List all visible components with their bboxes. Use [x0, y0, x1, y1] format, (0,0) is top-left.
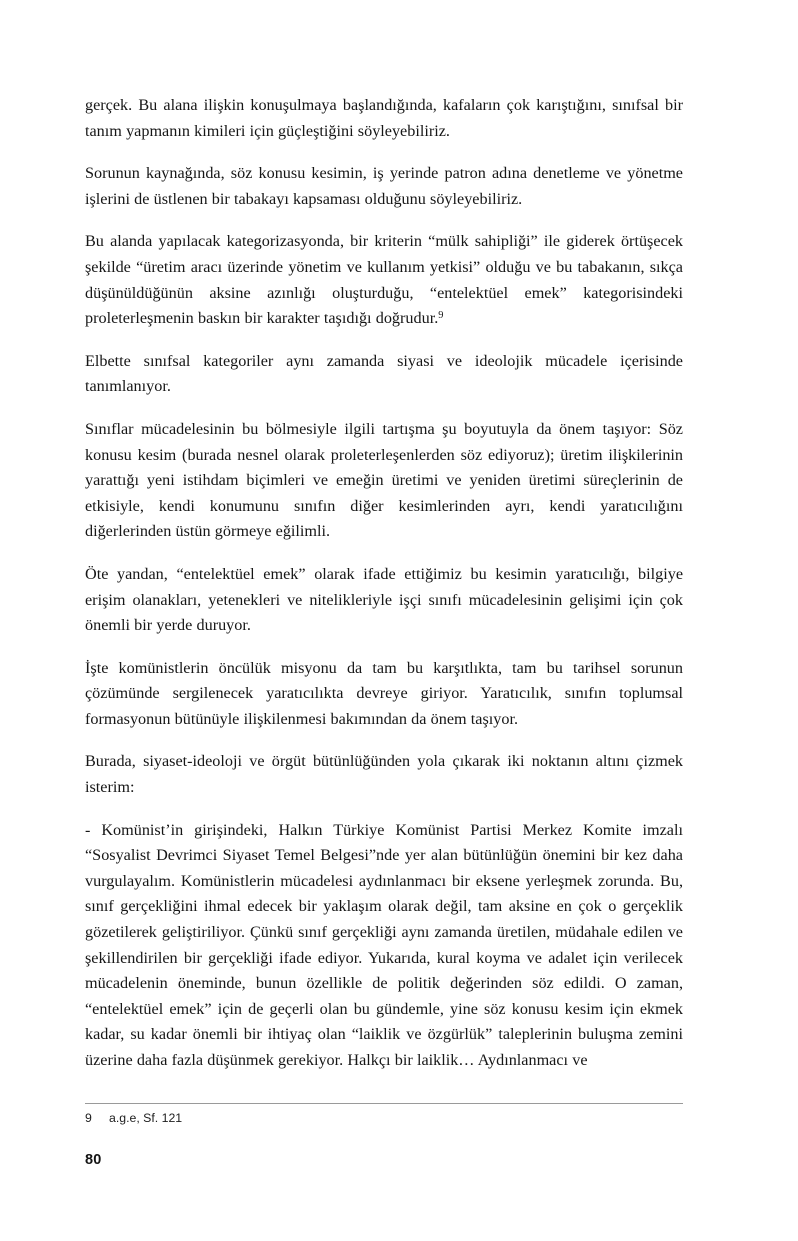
paragraph-text: gerçek. Bu alana ilişkin konuşulmaya başlandığında, kafaların çok karıştığını, sınıfsal bir tanım yapmanın kimileri için güçleştiğini söyleyebiliriz.	[85, 96, 683, 140]
paragraph-text: Elbette sınıfsal kategoriler aynı zamanda siyasi ve ideolojik mücadele içerisinde tanımlanıyor.	[85, 351, 683, 396]
body-text-column	[85, 93, 683, 1074]
paragraph-text: - Komünist’in girişindeki, Halkın Türkiye Komünist Partisi Merkez Komite imzalı “Sosyalist Devrimci Siyaset Temel Belgesi”nde yer alan bütünlüğün önemini bir kez daha vurgulayalım. Komünistlerin mücadelesi aydınlanmacı bir eksene yerleşmek zorunda. Bu, sınıf gerçekliğini ihmal edecek bir yaklaşım olarak değil, tam aksine en çok o gerçeklik gözetilerek geliştiriliyor. Çünkü sınıf gerçekliği aynı zamanda üretilen, müdahale edilen ve şekillendirilen bir gerçekliği ifade ediyor. Yukarıda, kural koyma ve adalet için verilecek mücadelenin öneminde, bunun özellikle de politik değerinden söz edildi. O zaman, “entelektüel emek” için de geçerli olan bu gündemle, yine söz konusu kesim için ekmek kadar, su kadar önemli bir ihtiyaç olan “laiklik ve özgürlük” taleplerinin buluşma zemini üzerine daha fazla düşünmek gerekiyor. Halkçı bir laiklik… Aydınlanmacı ve	[85, 820, 683, 1069]
footnote-entry	[85, 1110, 683, 1126]
paragraph-text: Burada, siyaset-ideoloji ve örgüt bütünlüğünden yola çıkarak iki noktanın altını çizmek isterim:	[85, 752, 683, 797]
paragraph-text: Öte yandan, “entelektüel emek” olarak ifade ettiğimiz bu kesimin yaratıcılığı, bilgiye erişim olanakları, yetenekleri ve nitelikleriyle işçi sınıfı mücadelesinin gelişimi için çok önemli bir yerde duruyor.	[85, 564, 683, 635]
paragraph-text: Bu alanda yapılacak kategorizasyonda, bir kriterin “mülk sahipliği” ile giderek örtüşecek şekilde “üretim aracı üzerinde yönetim ve kullanım yetkisi” olduğu ve bu tabakanın, sıkça düşünüldüğünün aksine azınlığı oluşturduğu, “entelektüel emek” kategorisindeki proleterleşmenin baskın bir karakter taşıdığı doğrudur.	[85, 232, 683, 328]
footnote-marker: 9	[438, 310, 444, 322]
page-number: 80	[85, 1152, 102, 1168]
footnote-separator-rule	[85, 1103, 683, 1104]
paragraph	[85, 349, 683, 400]
paragraph	[85, 161, 683, 212]
footnote-area	[85, 1103, 683, 1126]
paragraph-text: İşte komünistlerin öncülük misyonu da tam bu karşıtlıkta, tam bu tarihsel sorunun çözümünde sergilenecek yaratıcılıkta devreye giriyor. Yaratıcılık, sınıfın toplumsal formasyonun bütünüyle ilişkilenmesi bakımından da önem taşıyor.	[85, 658, 683, 728]
paragraph-text: Sorunun kaynağında, söz konusu kesimin, iş yerinde patron adına denetleme ve yönetme işlerini de üstlenen bir tabakayı kapsaması olduğunu söyleyebiliriz.	[85, 164, 683, 208]
paragraph-text: Sınıflar mücadelesinin bu bölmesiyle ilgili tartışma şu boyutuyla da önem taşıyor: Söz konusu kesim (burada nesnel olarak proleterleşenlerden söz ediyoruz); üretim ilişkilerinin yarattığı yeni istihdam biçimleri ve emeğin üretimi ve yeniden üretimi süreçlerinin de etkisiyle, kendi konumunu sınıfın diğer kesimlerinden ayrı, kendi yaratıcılığını diğerlerinden üstün görmeye eğilimli.	[85, 419, 683, 541]
paragraph	[85, 562, 683, 639]
footnote-text: a.g.e, Sf. 121	[109, 1111, 183, 1125]
paragraph	[85, 656, 683, 733]
paragraph	[85, 749, 683, 800]
paragraph-with-footnote	[85, 229, 683, 331]
paragraph	[85, 417, 683, 545]
paragraph	[85, 818, 683, 1074]
paragraph	[85, 93, 683, 144]
footnote-number: 9	[85, 1111, 92, 1125]
